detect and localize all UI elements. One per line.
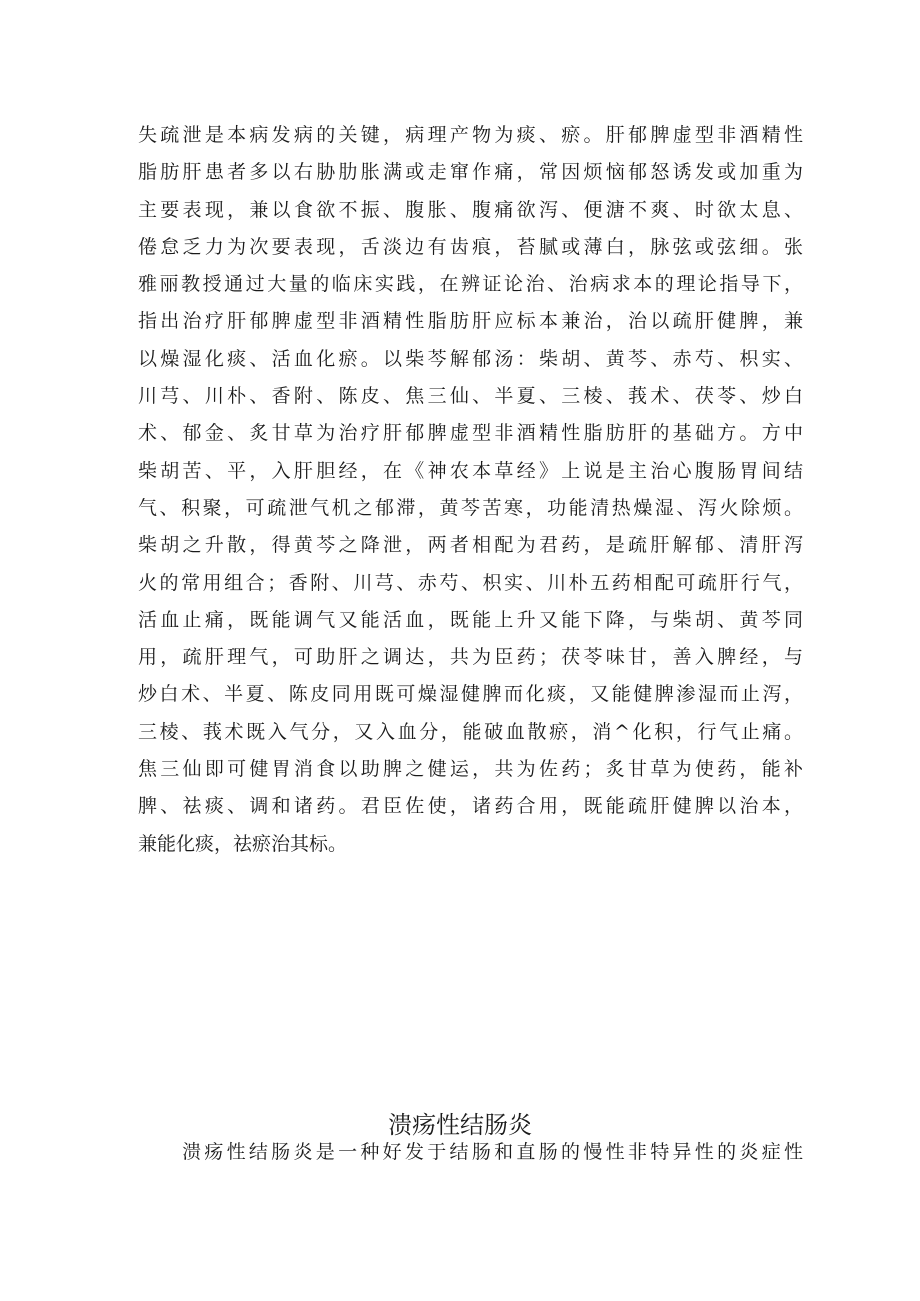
text-line: 失疏泄是本病发病的关键，病理产物为痰、瘀。肝郁脾虚型非酒精性 [138,124,803,146]
text-line: 炒白术、半夏、陈皮同用既可燥湿健脾而化痰，又能健脾渗湿而止泻， [138,683,803,706]
text-line: 三棱、莪术既入气分，又入血分，能破血散瘀，消^化积，行气止痛。 [138,720,803,743]
text-line: 倦怠乏力为次要表现，舌淡边有齿痕，苔腻或薄白，脉弦或弦细。张 [138,235,803,258]
text-line: 以燥湿化痰、活血化瘀。以柴芩解郁汤：柴胡、黄芩、赤芍、枳实、 [138,347,803,370]
text-line: 脾、祛痰、调和诸药。君臣佐使，诸药合用，既能疏肝健脾以治本， [138,795,803,818]
text-line: 柴胡之升散，得黄芩之降泄，两者相配为君药，是疏肝解郁、清肝泻 [138,534,803,557]
text-line: 柴胡苦、平，入肝胆经，在《神农本草经》上说是主治心腹肠胃间结 [138,459,803,482]
text-line: 雅丽教授通过大量的临床实践，在辨证论治、治病求本的理论指导下， [138,273,803,296]
text-line: 活血止痛，既能调气又能活血，既能上升又能下降，与柴胡、黄芩同 [138,608,803,631]
text-line: 脂肪肝患者多以右胁肋胀满或走窜作痛，常因烦恼郁怒诱发或加重为 [138,161,803,184]
text-line: 焦三仙即可健胃消食以助脾之健运，共为佐药；炙甘草为使药，能补 [138,758,803,781]
text-line: 指出治疗肝郁脾虚型非酒精性脂肪肝应标本兼治，治以疏肝健脾，兼 [138,310,803,333]
text-line: 川芎、川朴、香附、陈皮、焦三仙、半夏、三棱、莪术、茯苓、炒白 [138,385,803,408]
paragraph-tcm-treatment [138,117,803,863]
text-line: 术、郁金、炙甘草为治疗肝郁脾虚型非酒精性脂肪肝的基础方。方中 [138,422,803,445]
text-line: 火的常用组合；香附、川芎、赤芍、枳实、川朴五药相配可疏肝行气， [138,571,803,594]
text-line: 气、积聚，可疏泄气机之郁滞，黄芩苦寒，功能清热燥湿、泻火除烦。 [138,496,803,519]
text-line: 兼能化痰，祛瘀治其标。 [138,832,348,855]
paragraph-ulcerative-colitis [138,1134,803,1171]
section-heading: 溃疡性结肠炎 [388,1111,532,1139]
text-line: 主要表现，兼以食欲不振、腹胀、腹痛欲泻、便溏不爽、时欲太息、 [138,198,803,221]
text-line: 用，疏肝理气，可助肝之调达，共为臣药；茯苓味甘，善入脾经，与 [138,646,803,669]
text-line: 溃疡性结肠炎是一种好发于结肠和直肠的慢性非特异性的炎症性 [182,1141,803,1163]
